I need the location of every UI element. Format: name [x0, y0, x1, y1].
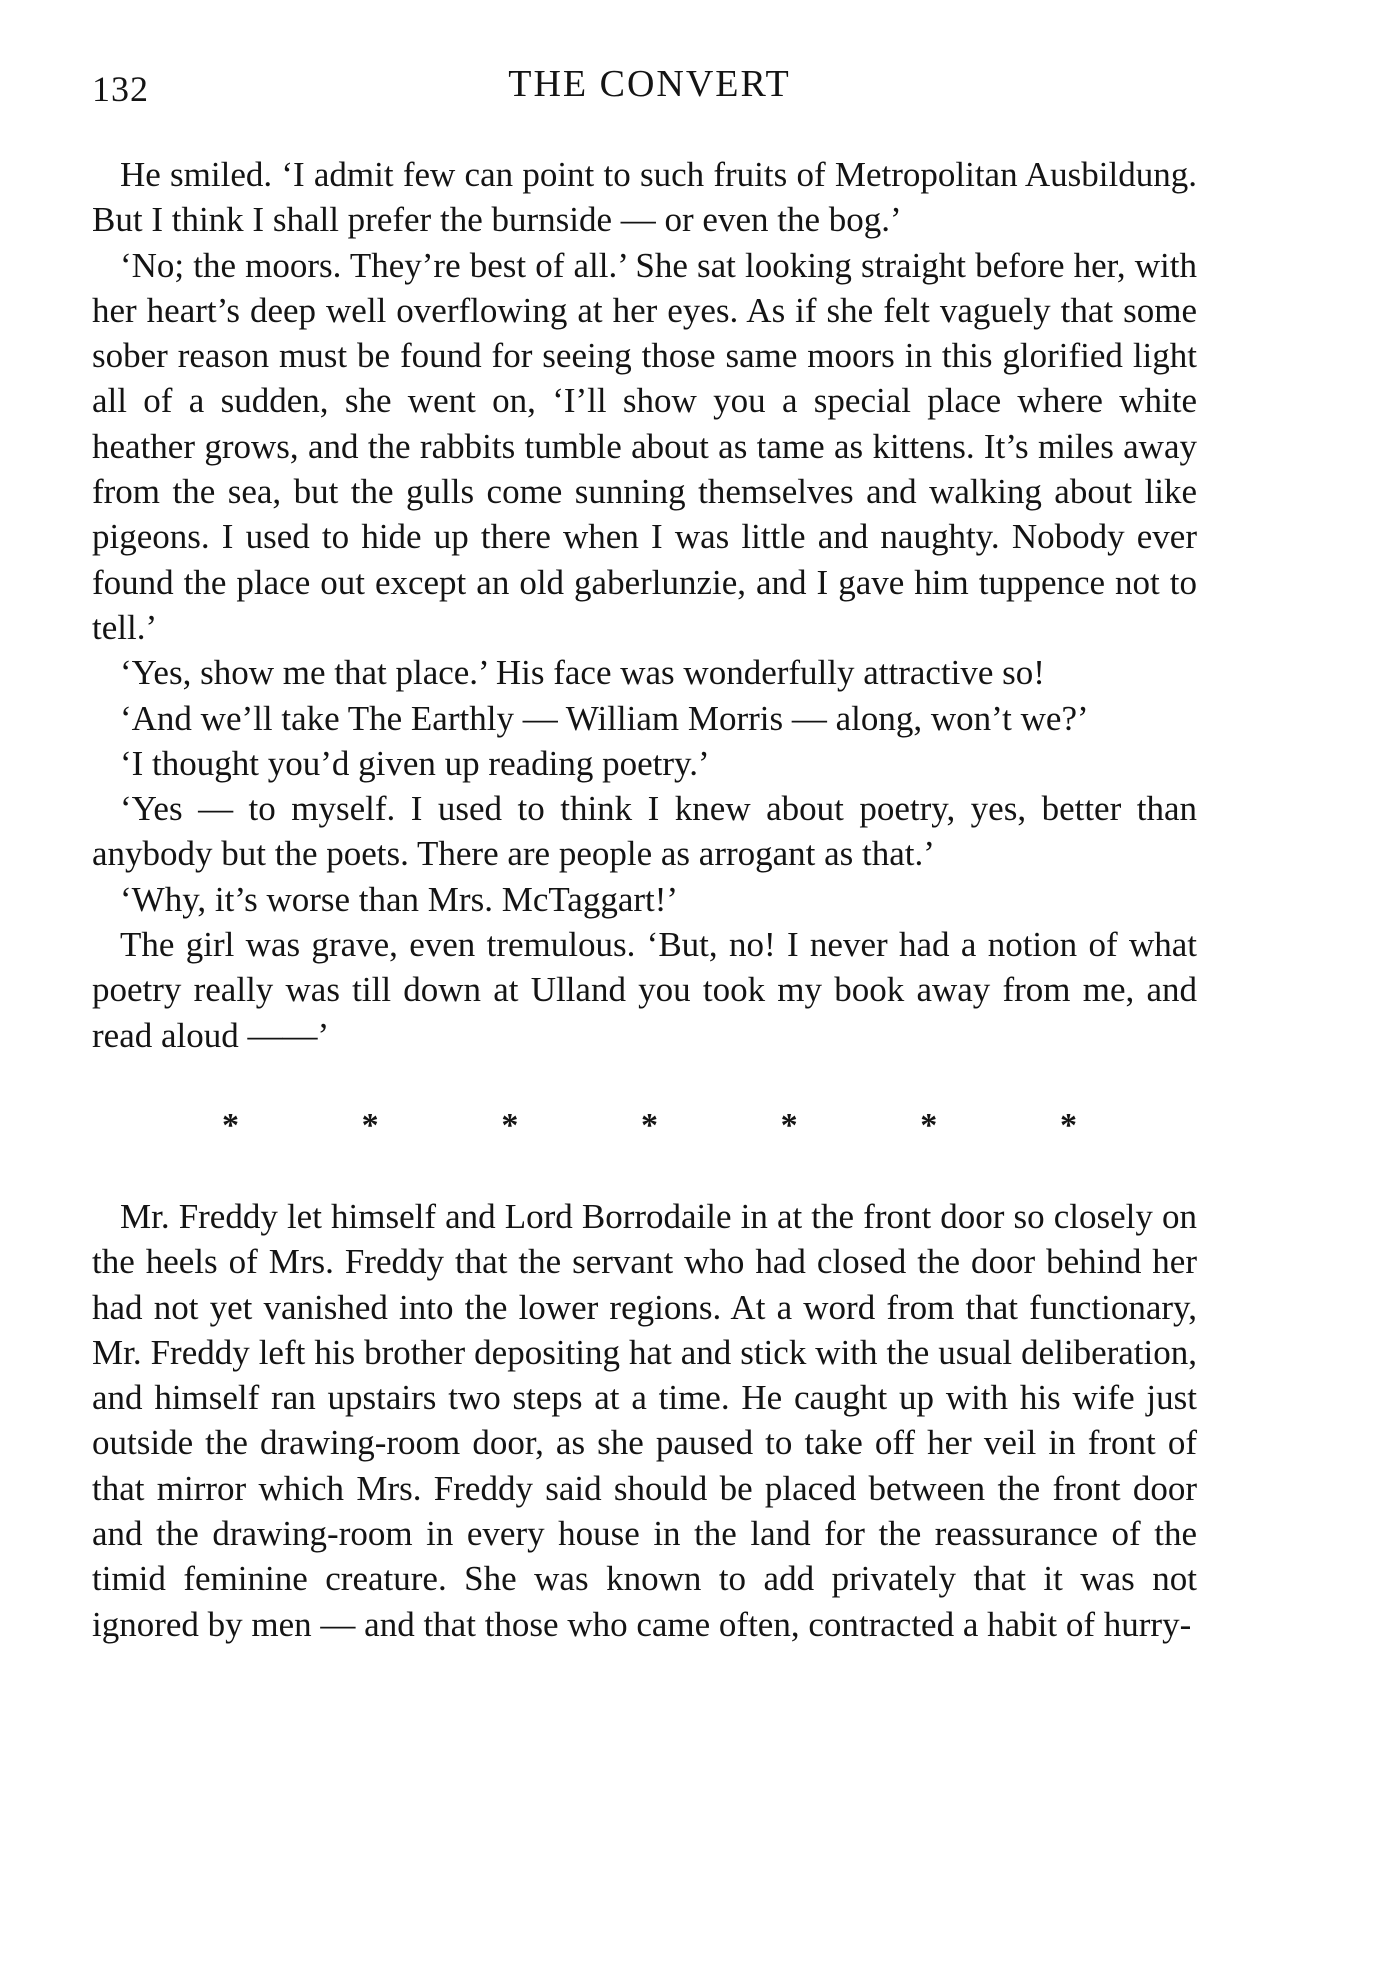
paragraph: He smiled. ‘I admit few can point to such fruits of Metropolitan Ausbildung. But I think I shall prefer the burnside — or even the bog.’ — [92, 155, 1197, 240]
paragraph: ‘Why, it’s worse than Mrs. McTaggart!’ — [120, 879, 679, 919]
paragraph: ‘Yes, show me that place.’ His face was wonderfully attractive so! — [120, 653, 1045, 693]
paragraph: ‘No; the moors. They’re best of all.’ She sat looking straight before her, with her heart’s deep well overflowing at her eyes. As if she felt vaguely that some sober reason must be found for seeing those same moors in this glorified light all of a sudden, she went on, ‘I’ll show you a special place where white heather grows, and the rabbits tumble about as tame as kittens. It’s miles away from the sea, but the gulls come sunning themselves and walking about like pigeons. I used to hide up there when I was little and naughty. Nobody ever found the place out except an old gaberlunzie, and I gave him tuppence not to tell.’ — [92, 245, 1197, 647]
body-text — [92, 152, 1197, 1647]
asterisk-separator: * — [361, 1107, 379, 1145]
page-header — [92, 62, 1207, 112]
paragraph: ‘And we’ll take The Earthly — William Morris — along, won’t we?’ — [120, 698, 1089, 738]
asterisk-separator: * — [920, 1107, 938, 1145]
asterisk-separator: * — [501, 1107, 519, 1145]
asterisk-separator: * — [640, 1107, 658, 1145]
asterisk-separator: * — [780, 1107, 798, 1145]
paragraph: ‘Yes — to myself. I used to think I knew about poetry, yes, better than anybody but the poets. There are people as arrogant as that.’ — [92, 789, 1197, 874]
paragraph: The girl was grave, even tremulous. ‘But, no! I never had a notion of what poetry really was till down at Ulland you took my book away from me, and read aloud ——’ — [92, 925, 1197, 1055]
asterisk-separator: * — [222, 1107, 239, 1145]
page-number: 132 — [92, 69, 149, 109]
paragraph: Mr. Freddy let himself and Lord Borrodaile in at the front door so closely on the heels of Mrs. Freddy that the servant who had closed the door behind her had not yet vanished into the lower regions. At a word from that functionary, Mr. Freddy left his brother depositing hat and stick with the usual deliberation, and himself ran upstairs two steps at a time. He caught up with his wife just outside the drawing-room door, as she paused to take off her veil in front of that mirror which Mrs. Freddy said should be placed between the front door and the drawing-room in every house in the land for the reassurance of the timid feminine creature. She was known to add privately that it was not ignored by men — and that those who came often, contracted a habit of hurry- — [92, 1196, 1197, 1644]
asterisk-separator: * — [1059, 1107, 1077, 1145]
section-break — [92, 1058, 1197, 1194]
paragraph: ‘I thought you’d given up reading poetry.’ — [120, 743, 710, 783]
running-title: THE CONVERT — [508, 63, 791, 105]
